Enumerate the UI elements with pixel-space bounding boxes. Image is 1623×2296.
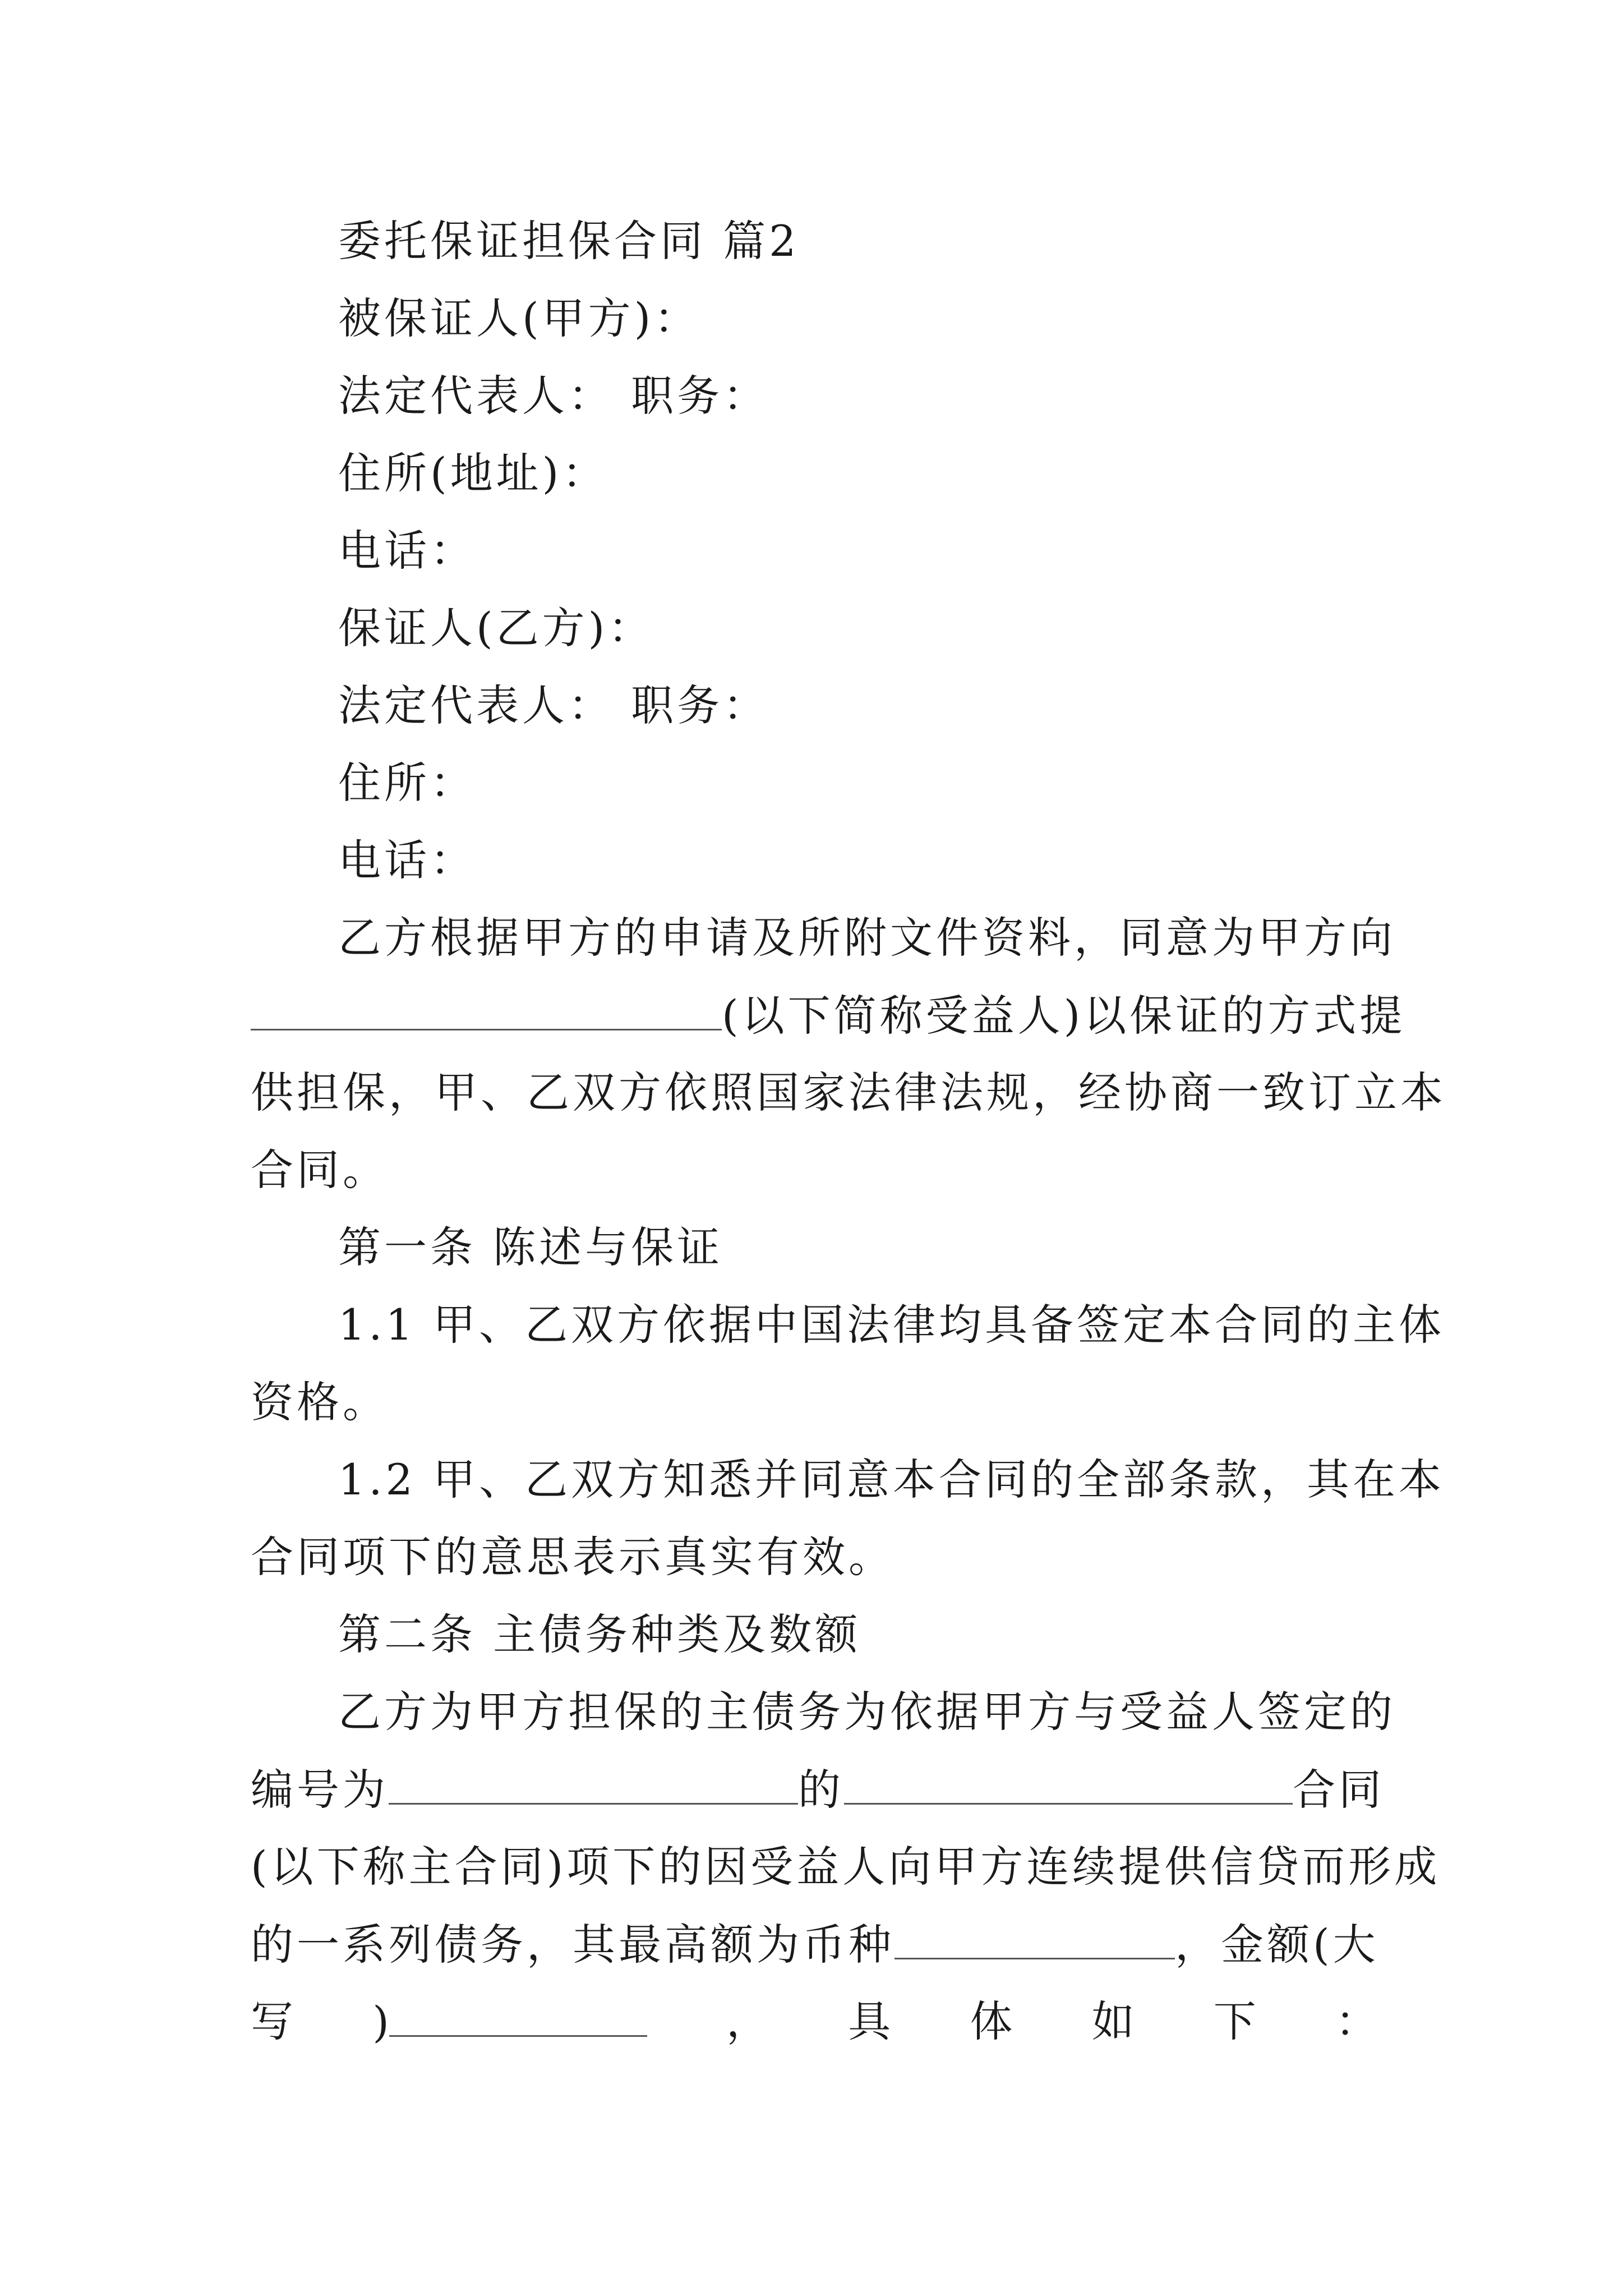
article-2-line-4	[251, 1920, 1379, 1970]
intro-paragraph-line-1: 乙方根据甲方的申请及所附文件资料，同意为甲方向	[338, 913, 1396, 963]
intro-paragraph-line-3: 供担保，甲、乙双方依照国家法律法规，经协商一致订立本	[251, 1068, 1446, 1117]
currency-blank	[895, 1923, 1175, 1959]
contract-name-blank	[844, 1768, 1293, 1805]
clause-1-2-line-1: 1.2 甲、乙双方知悉并同意本合同的全部条款，其在本	[338, 1455, 1445, 1504]
amount-suffix: ，金额(大	[1175, 1920, 1379, 1970]
article-2-line-1: 乙方为甲方担保的主债务为依据甲方与受益人签定的	[338, 1687, 1396, 1737]
article-2-line-5	[251, 1996, 1378, 2047]
contract-number-mid: 的	[798, 1765, 844, 1815]
clause-1-1-line-2: 资格。	[251, 1377, 389, 1427]
line-5-char-7: 下	[1213, 1996, 1256, 2046]
intro-paragraph-line-4: 合同。	[251, 1145, 389, 1195]
line-5-char-2: )	[372, 1997, 389, 2047]
party-a-address: 住所(地址)：	[338, 448, 608, 498]
line-5-char-8: ：	[1335, 1996, 1378, 2046]
line-5-char-1: 写	[251, 1996, 293, 2046]
beneficiary-blank	[251, 994, 722, 1030]
party-b-label: 保证人(乙方)：	[338, 603, 654, 653]
article-2-heading: 第二条 主债务种类及数额	[338, 1609, 861, 1659]
article-2-line-3: (以下称主合同)项下的因受益人向甲方连续提供信贷而形成	[251, 1842, 1441, 1892]
document-title: 委托保证担保合同 篇2	[338, 216, 800, 266]
line-5-char-3: ，	[726, 1996, 769, 2046]
line-5-char-5: 体	[970, 1996, 1013, 2046]
party-a-representative: 法定代表人： 职务：	[338, 371, 769, 421]
intro-paragraph-line-2	[251, 991, 1406, 1041]
party-a-phone: 电话：	[338, 526, 476, 576]
contract-name-suffix: 合同	[1293, 1765, 1385, 1815]
line-5-char-6: 如	[1091, 1996, 1135, 2046]
clause-1-1-line-1: 1.1 甲、乙双方依据中国法律均具备签定本合同的主体	[338, 1300, 1445, 1350]
contract-number-blank	[389, 1768, 798, 1805]
party-a-label: 被保证人(甲方)：	[338, 293, 700, 343]
clause-1-2-line-2: 合同项下的意思表示真实有效。	[251, 1532, 895, 1582]
intro-line-2-text: (以下简称受益人)以保证的方式提	[722, 991, 1406, 1041]
party-b-phone: 电话：	[338, 835, 476, 885]
contract-number-prefix: 编号为	[251, 1765, 389, 1815]
line-5-char-4: 具	[848, 1996, 891, 2046]
amount-words-group	[372, 1997, 647, 2047]
article-1-heading: 第一条 陈述与保证	[338, 1222, 723, 1272]
currency-prefix: 的一系列债务，其最高额为币种	[251, 1920, 895, 1970]
article-2-line-2	[251, 1765, 1385, 1815]
party-b-address: 住所：	[338, 758, 476, 808]
party-b-representative: 法定代表人： 职务：	[338, 680, 769, 730]
amount-words-blank	[389, 2000, 647, 2037]
